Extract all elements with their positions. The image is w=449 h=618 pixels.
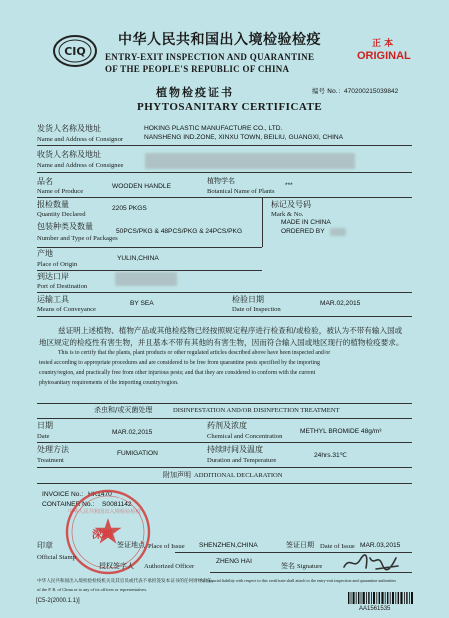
statement-cn-2: 地区规定的检疫性有害生物，并且基本不带有其他的有害生物，因而符合输入国或地区现行的植物检疫要求。 [39, 338, 404, 347]
signature-label-cn: 签名 [281, 562, 295, 570]
invoice-value: HK1470 [88, 491, 112, 498]
header-title-cn: 中华人民共和国出入境检验检疫 [118, 32, 321, 48]
packages-value: 50PCS/PKG & 48PCS/PKG & 24PCS/PKG [116, 228, 243, 235]
treatment-method-value: FUMIGATION [117, 450, 158, 457]
form-code: [C5-2(2000.1.1)] [36, 598, 80, 604]
header-title-en-2: OF THE PEOPLE'S REPUBLIC OF CHINA [105, 64, 290, 74]
rule [37, 172, 412, 173]
produce-value: WOODEN HANDLE [112, 183, 171, 190]
date-of-issue-label-cn: 签证日期 [286, 541, 314, 549]
rule [37, 145, 412, 146]
additional-section-en: ADDITIONAL DECLARATION [194, 472, 283, 479]
ciq-logo [52, 34, 98, 68]
rule [37, 316, 412, 317]
statement-cn-1: 兹证明上述植物、植物产品或其他检疫物已经按照规定程序进行检查和/或检验，被认为不带有输入国或 [58, 326, 403, 335]
inspection-date-label-en: Date of Inspection [232, 306, 281, 313]
quantity-value: 2205 PKGS [112, 205, 147, 212]
botanical-label-en: Botanical Name of Plants [207, 188, 275, 195]
place-of-issue-label-cn: 签证地点 [117, 541, 145, 549]
barcode-number: AA1561535 [359, 606, 391, 612]
consignor-label-en: Name and Address of Consignor [37, 136, 124, 143]
rule [37, 292, 412, 293]
statement-en-1: This is to certify that the plants, plant products or other regulated articles described above have been inspected and/or [58, 350, 331, 356]
original-label-en: ORIGINAL [357, 50, 411, 62]
marks-line-1: MADE IN CHINA [281, 219, 331, 226]
packages-label-cn: 包装种类及数量 [37, 222, 93, 231]
origin-label-en: Place of Origin [37, 261, 78, 268]
quantity-label-en: Quantity Declared [37, 211, 86, 218]
duration-label-cn: 持续时间及温度 [207, 445, 263, 454]
footer-cn: 中华人民共和国出入境检验检疫机关及其官员或代表不承担签发本证书的任何财经责任。 [37, 579, 217, 584]
destination-label-cn: 到达口岸 [37, 272, 69, 281]
original-label-cn: 正 本 [372, 39, 394, 49]
origin-label-cn: 产地 [37, 249, 53, 258]
rule [37, 442, 412, 443]
date-of-issue-value: MAR.03,2015 [360, 542, 401, 549]
destination-redacted [115, 272, 177, 286]
container-label: CONTAINER No.: [42, 501, 95, 508]
date-of-issue-label-en: Date of Issue [320, 543, 355, 550]
header-title-en-1: ENTRY-EXIT INSPECTION AND QUARANTINE [105, 52, 315, 62]
officer-label-cn: 授权签字人 [99, 562, 134, 570]
consignor-label-cn: 发货人名称及地址 [37, 124, 101, 133]
stamp-city-text: 深圳 [92, 530, 112, 541]
inspection-date-value: MAR.02,2015 [320, 300, 361, 307]
botanical-value: *** [285, 182, 293, 189]
duration-value: 24hrs.31℃ [314, 452, 348, 459]
container-value: S0081142 [102, 501, 132, 508]
certificate-no-value: 470200215039842 [344, 88, 399, 95]
rule [37, 197, 412, 198]
certificate-title-en: PHYTOSANITARY CERTIFICATE [137, 101, 323, 113]
conveyance-label-cn: 运输工具 [37, 295, 69, 304]
seal-label-en: Official Stamp [37, 554, 76, 561]
logo-text: CIQ [64, 45, 86, 58]
signature-label-en: Signature [297, 563, 323, 570]
footer-en-1: No financial liability with respect to this certificate shall attach to the entry-exit inspection and quarantine authorities [200, 578, 397, 583]
statement-en-4: phytosanitary requirements of the importing country/region. [39, 380, 179, 386]
stamp-ring-text: 中华人民共和国出入境检验检疫 [68, 509, 141, 515]
destination-label-en: Port of Destination [37, 283, 88, 290]
conveyance-label-en: Means of Conveyance [37, 306, 96, 313]
consignee-redacted [145, 153, 355, 169]
place-of-issue-value: SHENZHEN,CHINA [199, 542, 258, 549]
treatment-date-value: MAR.02,2015 [112, 429, 153, 436]
marks-line-2: ORDERED BY [281, 228, 325, 235]
treatment-section-cn: 杀虫和/或灭菌处理 [94, 406, 153, 414]
marks-label-en: Mark & No. [271, 211, 304, 218]
consignee-label-en: Name and Address of Consignee [37, 162, 124, 169]
chemical-value: METHYL BROMIDE 48g/m³ [300, 428, 382, 435]
packages-label-en: Number and Type of Packages [37, 235, 118, 242]
place-of-issue-label-en: Place of Issue [148, 543, 185, 550]
rule [37, 403, 412, 404]
handwritten-signature [340, 552, 402, 574]
officer-label-en: Authorized Officer [144, 563, 195, 570]
rule [37, 467, 412, 468]
footer-en-2: of the P. R. of China or to any of its officers or representatives. [37, 587, 148, 592]
produce-label-en: Name of Produce [37, 188, 84, 195]
officer-value: ZHENG HAI [216, 558, 252, 565]
statement-en-2: tested according to appropriate procedures and are considered to be free from quarantine pests specified by the importing [39, 360, 320, 366]
quantity-label-cn: 报检数量 [37, 200, 69, 209]
additional-section-cn: 附加声明 [163, 471, 191, 479]
treatment-method-label-cn: 处理方法 [37, 445, 69, 454]
rule [37, 247, 262, 248]
rule [37, 418, 412, 419]
treatment-date-label-en: Date [37, 433, 50, 440]
marks-redacted [330, 228, 346, 236]
treatment-date-label-cn: 日期 [37, 421, 53, 430]
rule [37, 270, 262, 271]
seal-label-cn: 印章 [37, 541, 53, 550]
certificate-no-label: 编号 No.： [312, 87, 345, 95]
chemical-label-cn: 药剂及浓度 [207, 421, 247, 430]
certificate-title-cn: 植物检疫证书 [156, 86, 234, 99]
consignee-label-cn: 收货人名称及地址 [37, 150, 101, 159]
duration-label-en: Duration and Temperature [207, 457, 277, 464]
rule [37, 483, 412, 484]
barcode [348, 592, 414, 604]
inspection-date-label-cn: 检验日期 [232, 295, 264, 304]
marks-label-cn: 标记及号码 [271, 200, 311, 209]
chemical-label-en: Chemical and Concentration [207, 433, 283, 440]
rule [262, 197, 263, 247]
treatment-method-label-en: Treatment [37, 457, 64, 464]
invoice-label: INVOICE No.: [42, 491, 84, 498]
statement-en-3: country/region, and practically free from other injurious pests; and that they are considered to conform with the current [39, 370, 316, 376]
treatment-section-en: DISINFESTATION AND/OR DISINFECTION TREATMENT [173, 407, 340, 414]
conveyance-value: BY SEA [130, 300, 154, 307]
rule [210, 572, 412, 573]
produce-label-cn: 品名 [37, 177, 53, 186]
consignor-line-2: NANSHENG IND.ZONE, XINXU TOWN, BEILIU, GUANGXI, CHINA [144, 134, 344, 141]
origin-value: YULIN,CHINA [117, 255, 159, 262]
botanical-label-cn: 植物学名 [207, 177, 235, 185]
consignor-line-1: HOKING PLASTIC MANUFACTURE CO., LTD. [144, 125, 283, 132]
